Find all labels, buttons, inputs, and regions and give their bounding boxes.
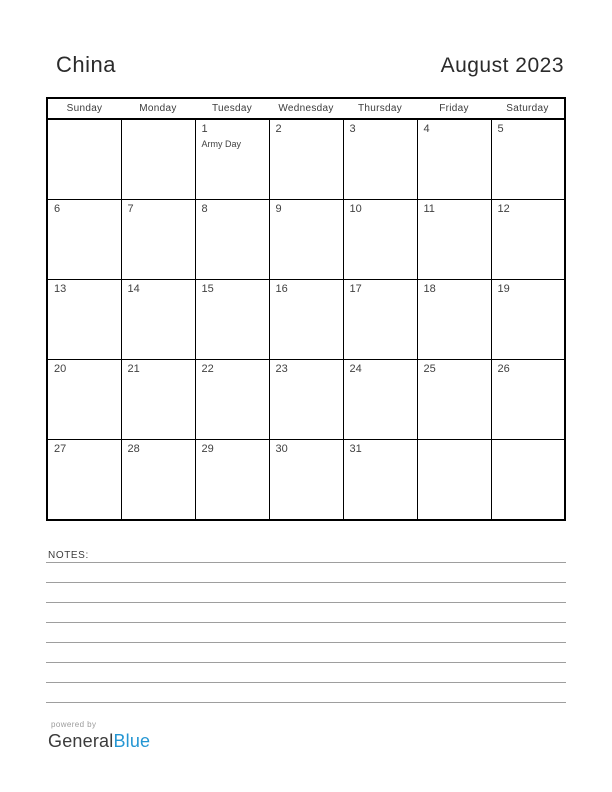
day-number: 9 bbox=[275, 203, 282, 215]
calendar-table bbox=[46, 97, 566, 521]
note-line bbox=[46, 643, 566, 663]
notes-section bbox=[46, 547, 566, 703]
brand-blue: Blue bbox=[113, 731, 151, 751]
day-number: 22 bbox=[201, 363, 214, 375]
day-number: 26 bbox=[497, 363, 510, 375]
notes-label: NOTES: bbox=[48, 550, 89, 561]
calendar-week-row bbox=[47, 280, 565, 360]
day-number: 19 bbox=[497, 283, 510, 295]
calendar-day-cell bbox=[491, 119, 565, 200]
page-title: China bbox=[56, 52, 116, 77]
day-number: 2 bbox=[275, 123, 282, 135]
day-number: 16 bbox=[275, 283, 288, 295]
calendar-day-cell bbox=[121, 200, 195, 280]
day-number: 24 bbox=[349, 363, 362, 375]
calendar-day-cell bbox=[121, 440, 195, 521]
day-number: 15 bbox=[201, 283, 214, 295]
month-year-label: August 2023 bbox=[440, 54, 564, 77]
calendar-body bbox=[47, 119, 565, 520]
day-number: 30 bbox=[275, 443, 288, 455]
brand-general: General bbox=[48, 731, 114, 751]
calendar-day-cell bbox=[195, 119, 269, 200]
calendar-day-cell bbox=[121, 360, 195, 440]
calendar-week-row bbox=[47, 200, 565, 280]
day-number: 7 bbox=[127, 203, 134, 215]
weekday-header: Tuesday bbox=[195, 98, 269, 119]
weekday-header-row bbox=[47, 98, 565, 119]
day-number: 31 bbox=[349, 443, 362, 455]
calendar-day-cell bbox=[47, 119, 121, 200]
page-header bbox=[46, 0, 566, 78]
calendar-day-cell bbox=[343, 440, 417, 521]
calendar-day-cell bbox=[269, 119, 343, 200]
day-number: 3 bbox=[349, 123, 356, 135]
calendar-day-cell bbox=[195, 200, 269, 280]
calendar-day-cell bbox=[491, 200, 565, 280]
day-number: 1 bbox=[201, 123, 208, 135]
weekday-header: Sunday bbox=[47, 98, 121, 119]
day-number: 20 bbox=[54, 363, 67, 375]
calendar-week-row bbox=[47, 440, 565, 521]
calendar-day-cell bbox=[269, 360, 343, 440]
note-line bbox=[46, 547, 566, 563]
note-line bbox=[46, 623, 566, 643]
weekday-header: Friday bbox=[417, 98, 491, 119]
day-number: 5 bbox=[497, 123, 504, 135]
brand-logo bbox=[48, 731, 566, 752]
day-number: 23 bbox=[275, 363, 288, 375]
calendar-day-cell bbox=[47, 360, 121, 440]
day-number: 14 bbox=[127, 283, 140, 295]
day-number: 12 bbox=[497, 203, 510, 215]
calendar-week-row bbox=[47, 119, 565, 200]
powered-by-text: powered by bbox=[51, 720, 97, 729]
weekday-header: Saturday bbox=[491, 98, 565, 119]
calendar-day-cell bbox=[269, 200, 343, 280]
calendar-day-cell bbox=[47, 280, 121, 360]
weekday-header: Thursday bbox=[343, 98, 417, 119]
footer bbox=[46, 720, 566, 752]
calendar-day-cell bbox=[47, 440, 121, 521]
calendar-day-cell bbox=[121, 119, 195, 200]
calendar-day-cell bbox=[417, 360, 491, 440]
calendar-day-cell bbox=[343, 119, 417, 200]
calendar-day-cell bbox=[269, 280, 343, 360]
calendar-day-cell bbox=[195, 360, 269, 440]
day-number: 8 bbox=[201, 203, 208, 215]
calendar-day-cell bbox=[491, 280, 565, 360]
calendar-day-cell bbox=[491, 440, 565, 521]
day-number: 11 bbox=[423, 203, 435, 215]
day-number: 17 bbox=[349, 283, 362, 295]
calendar-day-cell bbox=[417, 280, 491, 360]
note-line bbox=[46, 563, 566, 583]
calendar-day-cell bbox=[491, 360, 565, 440]
calendar-day-cell bbox=[417, 200, 491, 280]
calendar-day-cell bbox=[195, 280, 269, 360]
calendar-day-cell bbox=[417, 119, 491, 200]
calendar-day-cell bbox=[121, 280, 195, 360]
notes-lines bbox=[46, 563, 566, 703]
calendar-day-cell bbox=[269, 440, 343, 521]
calendar-day-cell bbox=[343, 360, 417, 440]
day-number: 13 bbox=[54, 283, 67, 295]
day-number: 10 bbox=[349, 203, 362, 215]
day-number: 28 bbox=[127, 443, 140, 455]
note-line bbox=[46, 663, 566, 683]
calendar-day-cell bbox=[195, 440, 269, 521]
note-line bbox=[46, 603, 566, 623]
weekday-header: Wednesday bbox=[269, 98, 343, 119]
day-number: 25 bbox=[423, 363, 436, 375]
day-number: 27 bbox=[54, 443, 67, 455]
calendar-week-row bbox=[47, 360, 565, 440]
note-line bbox=[46, 683, 566, 703]
calendar-day-cell bbox=[417, 440, 491, 521]
calendar-day-cell bbox=[47, 200, 121, 280]
day-number: 29 bbox=[201, 443, 214, 455]
day-number: 21 bbox=[127, 363, 140, 375]
day-number: 18 bbox=[423, 283, 436, 295]
calendar-day-cell bbox=[343, 200, 417, 280]
day-number: 6 bbox=[54, 203, 61, 215]
note-line bbox=[46, 583, 566, 603]
holiday-label: Army Day bbox=[201, 139, 242, 149]
weekday-header: Monday bbox=[121, 98, 195, 119]
calendar-day-cell bbox=[343, 280, 417, 360]
calendar-head bbox=[47, 98, 565, 119]
day-number: 4 bbox=[423, 123, 430, 135]
